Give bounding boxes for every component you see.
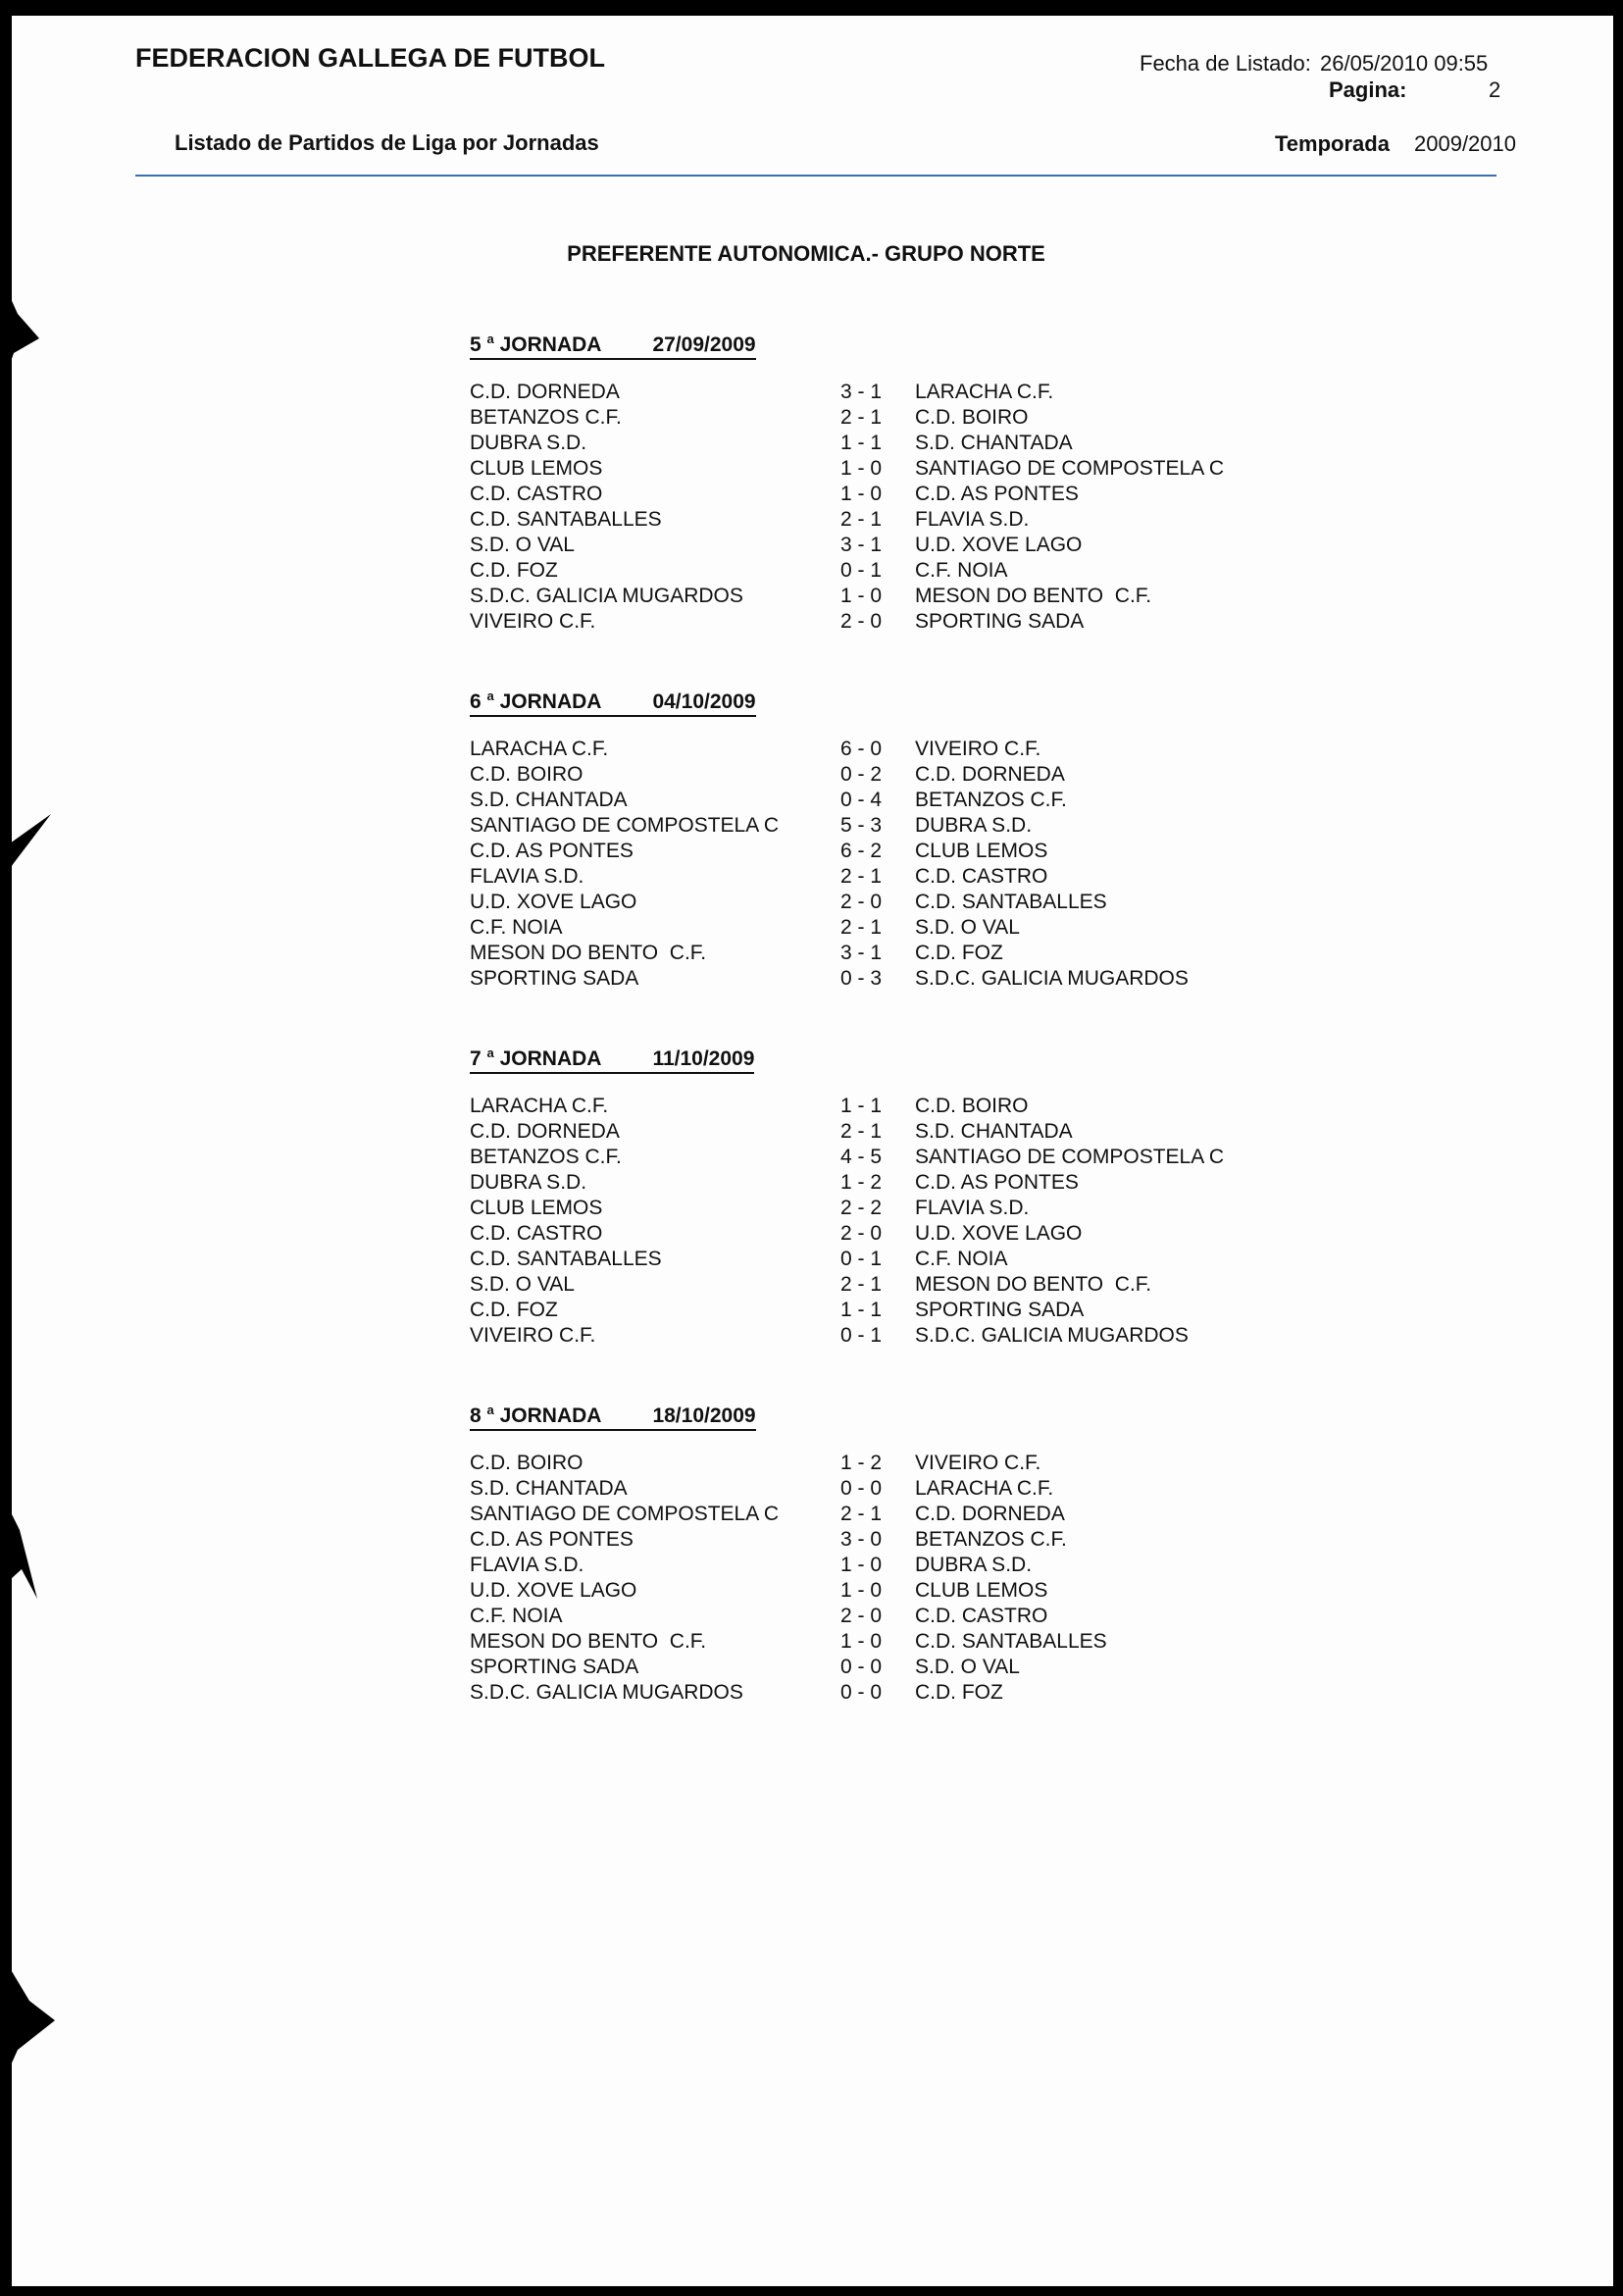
jornada-heading bbox=[470, 332, 756, 360]
home-team: C.D. FOZ bbox=[470, 1299, 558, 1321]
away-team: SPORTING SADA bbox=[915, 610, 1085, 633]
match-row bbox=[12, 483, 1581, 508]
home-team: VIVEIRO C.F. bbox=[470, 610, 596, 633]
home-team: C.D. SANTABALLES bbox=[470, 1248, 662, 1270]
home-team: C.D. DORNEDA bbox=[470, 381, 620, 403]
home-team: C.D. BOIRO bbox=[470, 763, 583, 786]
temporada-value: 2009/2010 bbox=[1414, 131, 1516, 156]
away-team: SPORTING SADA bbox=[915, 1299, 1085, 1321]
match-row bbox=[12, 1579, 1581, 1605]
match-score: 5 - 3 bbox=[840, 814, 883, 837]
away-team: C.D. BOIRO bbox=[915, 406, 1029, 429]
away-team: FLAVIA S.D. bbox=[915, 508, 1030, 531]
home-team: C.D. BOIRO bbox=[470, 1452, 583, 1474]
away-team: LARACHA C.F. bbox=[915, 1477, 1054, 1500]
away-team: MESON DO BENTO C.F. bbox=[915, 585, 1152, 607]
scan-edge-marks bbox=[0, 0, 59, 2296]
match-row bbox=[12, 891, 1581, 916]
jornada-heading bbox=[470, 1046, 754, 1074]
jornada-heading bbox=[470, 1403, 756, 1431]
match-row bbox=[12, 1120, 1581, 1146]
jornada-date: 04/10/2009 bbox=[652, 690, 756, 713]
match-row bbox=[12, 610, 1581, 636]
away-team: CLUB LEMOS bbox=[915, 840, 1048, 862]
home-team: SANTIAGO DE COMPOSTELA C bbox=[470, 814, 780, 837]
home-team: LARACHA C.F. bbox=[470, 1095, 609, 1117]
match-score: 0 - 0 bbox=[840, 1656, 883, 1678]
match-row bbox=[12, 1656, 1581, 1681]
pagina-label: Pagina: bbox=[1329, 77, 1407, 102]
home-team: CLUB LEMOS bbox=[470, 1197, 603, 1219]
match-score: 1 - 0 bbox=[840, 1630, 883, 1653]
home-team: U.D. XOVE LAGO bbox=[470, 1579, 637, 1602]
home-team: S.D. CHANTADA bbox=[470, 1477, 628, 1500]
away-team: S.D.C. GALICIA MUGARDOS bbox=[915, 967, 1189, 990]
away-team: C.D. AS PONTES bbox=[915, 1171, 1079, 1194]
away-team: S.D. O VAL bbox=[915, 1656, 1020, 1678]
match-row bbox=[12, 1503, 1581, 1528]
match-row bbox=[12, 916, 1581, 942]
match-score: 0 - 0 bbox=[840, 1477, 883, 1500]
header-divider bbox=[135, 175, 1496, 177]
jornada-number: 6 bbox=[470, 690, 482, 713]
match-score: 2 - 1 bbox=[840, 1273, 883, 1296]
away-team: C.D. DORNEDA bbox=[915, 1503, 1065, 1525]
away-team: U.D. XOVE LAGO bbox=[915, 534, 1083, 556]
match-row bbox=[12, 432, 1581, 457]
match-score: 0 - 0 bbox=[840, 1681, 883, 1704]
match-score: 4 - 5 bbox=[840, 1146, 883, 1168]
away-team: VIVEIRO C.F. bbox=[915, 1452, 1041, 1474]
home-team: SANTIAGO DE COMPOSTELA C bbox=[470, 1503, 780, 1525]
home-team: FLAVIA S.D. bbox=[470, 865, 584, 888]
home-team: C.D. FOZ bbox=[470, 559, 558, 582]
match-row bbox=[12, 1554, 1581, 1579]
match-row bbox=[12, 814, 1581, 840]
home-team: LARACHA C.F. bbox=[470, 738, 609, 760]
away-team: SANTIAGO DE COMPOSTELA C bbox=[915, 1146, 1225, 1168]
match-score: 1 - 1 bbox=[840, 1299, 883, 1321]
match-row bbox=[12, 1452, 1581, 1477]
home-team: S.D.C. GALICIA MUGARDOS bbox=[470, 1681, 743, 1704]
match-row bbox=[12, 1681, 1581, 1707]
match-row bbox=[12, 1528, 1581, 1554]
home-team: SPORTING SADA bbox=[470, 1656, 639, 1678]
match-score: 0 - 2 bbox=[840, 763, 883, 786]
home-team: C.D. DORNEDA bbox=[470, 1120, 620, 1143]
match-row bbox=[12, 534, 1581, 559]
match-score: 6 - 0 bbox=[840, 738, 883, 760]
match-score: 2 - 1 bbox=[840, 1503, 883, 1525]
away-team: S.D. CHANTADA bbox=[915, 1120, 1073, 1143]
match-row bbox=[12, 1248, 1581, 1273]
home-team: S.D. O VAL bbox=[470, 534, 575, 556]
match-row bbox=[12, 381, 1581, 406]
away-team: C.D. BOIRO bbox=[915, 1095, 1029, 1117]
home-team: C.D. SANTABALLES bbox=[470, 508, 662, 531]
match-score: 1 - 2 bbox=[840, 1452, 883, 1474]
match-score: 2 - 1 bbox=[840, 916, 883, 939]
match-score: 1 - 0 bbox=[840, 1554, 883, 1576]
match-row bbox=[12, 1630, 1581, 1656]
report-subtitle: Listado de Partidos de Liga por Jornadas bbox=[175, 130, 599, 155]
match-score: 2 - 0 bbox=[840, 1605, 883, 1627]
away-team: FLAVIA S.D. bbox=[915, 1197, 1030, 1219]
match-row bbox=[12, 1605, 1581, 1630]
match-score: 1 - 0 bbox=[840, 1579, 883, 1602]
away-team: C.F. NOIA bbox=[915, 559, 1008, 582]
jornada-label: JORNADA bbox=[499, 1404, 602, 1427]
match-score: 0 - 1 bbox=[840, 559, 883, 582]
match-score: 2 - 2 bbox=[840, 1197, 883, 1219]
ordinal-mark: a bbox=[486, 1046, 494, 1060]
match-row bbox=[12, 763, 1581, 789]
match-row bbox=[12, 1197, 1581, 1222]
match-score: 2 - 0 bbox=[840, 610, 883, 633]
away-team: SANTIAGO DE COMPOSTELA C bbox=[915, 457, 1225, 480]
jornada-number: 5 bbox=[470, 333, 482, 356]
home-team: U.D. XOVE LAGO bbox=[470, 891, 637, 913]
match-score: 2 - 0 bbox=[840, 891, 883, 913]
home-team: MESON DO BENTO C.F. bbox=[470, 1630, 707, 1653]
temporada-label: Temporada bbox=[1275, 131, 1390, 156]
away-team: C.D. SANTABALLES bbox=[915, 1630, 1107, 1653]
jornada-label: JORNADA bbox=[499, 690, 602, 713]
jornada-label: JORNADA bbox=[499, 333, 602, 356]
match-score: 1 - 1 bbox=[840, 432, 883, 454]
away-team: C.D. AS PONTES bbox=[915, 483, 1079, 505]
match-row bbox=[12, 942, 1581, 967]
home-team: MESON DO BENTO C.F. bbox=[470, 942, 707, 964]
match-score: 3 - 1 bbox=[840, 534, 883, 556]
away-team: C.F. NOIA bbox=[915, 1248, 1008, 1270]
match-row bbox=[12, 559, 1581, 585]
away-team: VIVEIRO C.F. bbox=[915, 738, 1041, 760]
away-team: C.D. DORNEDA bbox=[915, 763, 1065, 786]
away-team: U.D. XOVE LAGO bbox=[915, 1222, 1083, 1245]
home-team: C.D. AS PONTES bbox=[470, 840, 634, 862]
match-row bbox=[12, 1171, 1581, 1197]
match-row bbox=[12, 1095, 1581, 1120]
away-team: LARACHA C.F. bbox=[915, 381, 1054, 403]
match-score: 1 - 0 bbox=[840, 585, 883, 607]
away-team: DUBRA S.D. bbox=[915, 814, 1033, 837]
jornada-date: 11/10/2009 bbox=[652, 1047, 755, 1070]
match-score: 3 - 0 bbox=[840, 1528, 883, 1551]
away-team: DUBRA S.D. bbox=[915, 1554, 1033, 1576]
home-team: C.D. CASTRO bbox=[470, 483, 603, 505]
match-score: 2 - 1 bbox=[840, 865, 883, 888]
ordinal-mark: a bbox=[486, 689, 494, 703]
match-row bbox=[12, 457, 1581, 483]
home-team: FLAVIA S.D. bbox=[470, 1554, 584, 1576]
match-score: 1 - 0 bbox=[840, 483, 883, 505]
match-score: 0 - 1 bbox=[840, 1248, 883, 1270]
home-team: CLUB LEMOS bbox=[470, 457, 603, 480]
match-row bbox=[12, 1146, 1581, 1171]
jornada-date: 18/10/2009 bbox=[652, 1404, 756, 1427]
away-team: S.D. O VAL bbox=[915, 916, 1020, 939]
document-page bbox=[12, 16, 1613, 2286]
home-team: BETANZOS C.F. bbox=[470, 406, 622, 429]
match-score: 1 - 1 bbox=[840, 1095, 883, 1117]
home-team: DUBRA S.D. bbox=[470, 1171, 587, 1194]
home-team: C.F. NOIA bbox=[470, 916, 563, 939]
jornada-number: 7 bbox=[470, 1047, 482, 1070]
match-row bbox=[12, 1273, 1581, 1299]
away-team: MESON DO BENTO C.F. bbox=[915, 1273, 1152, 1296]
home-team: DUBRA S.D. bbox=[470, 432, 587, 454]
home-team: S.D. O VAL bbox=[470, 1273, 575, 1296]
match-row bbox=[12, 1324, 1581, 1350]
match-score: 1 - 2 bbox=[840, 1171, 883, 1194]
away-team: C.D. FOZ bbox=[915, 942, 1003, 964]
ordinal-mark: a bbox=[486, 332, 494, 346]
away-team: C.D. SANTABALLES bbox=[915, 891, 1107, 913]
match-row bbox=[12, 585, 1581, 610]
away-team: S.D.C. GALICIA MUGARDOS bbox=[915, 1324, 1189, 1347]
match-score: 2 - 1 bbox=[840, 1120, 883, 1143]
pagina-value: 2 bbox=[1489, 77, 1501, 102]
match-row bbox=[12, 865, 1581, 891]
away-team: CLUB LEMOS bbox=[915, 1579, 1048, 1602]
jornada-date: 27/09/2009 bbox=[652, 333, 756, 356]
away-team: BETANZOS C.F. bbox=[915, 1528, 1067, 1551]
match-row bbox=[12, 406, 1581, 432]
match-score: 0 - 4 bbox=[840, 789, 883, 811]
match-row bbox=[12, 1299, 1581, 1324]
match-row bbox=[12, 967, 1581, 993]
match-score: 0 - 3 bbox=[840, 967, 883, 990]
match-score: 6 - 2 bbox=[840, 840, 883, 862]
organization-name: FEDERACION GALLEGA DE FUTBOL bbox=[135, 43, 605, 73]
match-score: 2 - 1 bbox=[840, 508, 883, 531]
home-team: BETANZOS C.F. bbox=[470, 1146, 622, 1168]
match-score: 1 - 0 bbox=[840, 457, 883, 480]
jornada-number: 8 bbox=[470, 1404, 482, 1427]
jornada-label: JORNADA bbox=[499, 1047, 602, 1070]
match-row bbox=[12, 789, 1581, 814]
away-team: BETANZOS C.F. bbox=[915, 789, 1067, 811]
fecha-value: 26/05/2010 09:55 bbox=[1320, 51, 1489, 76]
match-score: 3 - 1 bbox=[840, 942, 883, 964]
match-score: 2 - 0 bbox=[840, 1222, 883, 1245]
home-team: C.D. AS PONTES bbox=[470, 1528, 634, 1551]
match-row bbox=[12, 508, 1581, 534]
away-team: S.D. CHANTADA bbox=[915, 432, 1073, 454]
ordinal-mark: a bbox=[486, 1403, 494, 1417]
home-team: VIVEIRO C.F. bbox=[470, 1324, 596, 1347]
match-row bbox=[12, 840, 1581, 865]
group-title: PREFERENTE AUTONOMICA.- GRUPO NORTE bbox=[567, 241, 1045, 266]
match-row bbox=[12, 1477, 1581, 1503]
match-row bbox=[12, 1222, 1581, 1248]
match-score: 3 - 1 bbox=[840, 381, 883, 403]
match-score: 0 - 1 bbox=[840, 1324, 883, 1347]
home-team: SPORTING SADA bbox=[470, 967, 639, 990]
away-team: C.D. CASTRO bbox=[915, 865, 1048, 888]
home-team: S.D. CHANTADA bbox=[470, 789, 628, 811]
fecha-label: Fecha de Listado: bbox=[1140, 51, 1311, 76]
home-team: S.D.C. GALICIA MUGARDOS bbox=[470, 585, 743, 607]
home-team: C.F. NOIA bbox=[470, 1605, 563, 1627]
home-team: C.D. CASTRO bbox=[470, 1222, 603, 1245]
jornada-heading bbox=[470, 689, 756, 717]
away-team: C.D. CASTRO bbox=[915, 1605, 1048, 1627]
match-score: 2 - 1 bbox=[840, 406, 883, 429]
away-team: C.D. FOZ bbox=[915, 1681, 1003, 1704]
match-row bbox=[12, 738, 1581, 763]
